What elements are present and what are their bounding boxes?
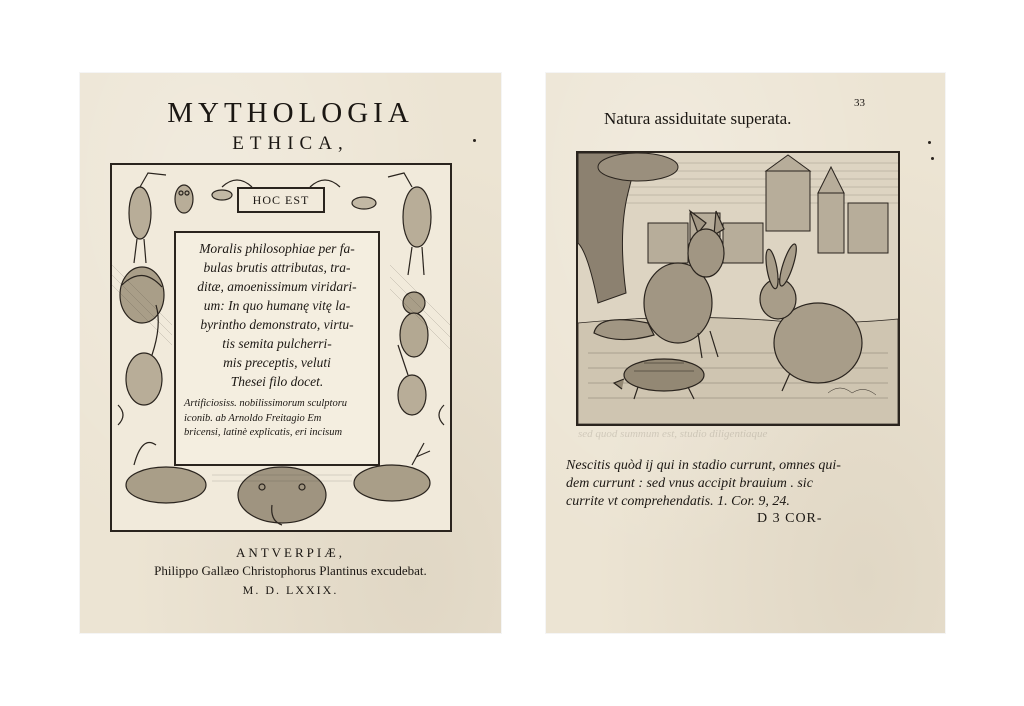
engraver-credit	[184, 397, 370, 441]
page-number: 33	[854, 97, 865, 109]
engraved-title-frame	[110, 163, 452, 532]
verse-line: Nescitis quòd ij qui in stadio currunt, omnes qui-	[566, 458, 841, 473]
ink-speck	[928, 141, 931, 144]
credit-line: iconib. ab Arnoldo Freitagio Em	[184, 412, 322, 424]
verse-line: dem currunt : sed vnus accipit brauium . sic	[566, 476, 813, 491]
body-line: ditæ, amoenissimum viridari-	[197, 279, 357, 294]
left-page	[80, 73, 501, 633]
credit-line: bricensi, latinè explicatis, eri incisum	[184, 427, 343, 438]
body-line: um: In quo humanę vitę la-	[203, 298, 351, 313]
body-line: tis semita pulcherri-	[222, 336, 332, 351]
ink-speck	[931, 157, 934, 160]
body-line: Thesei filo docet.	[230, 374, 324, 389]
bleed-through-text: sed quod summum est, studio diligentiaque	[578, 428, 768, 440]
right-page	[546, 73, 945, 633]
body-line: bulas brutis attributas, tra-	[203, 260, 351, 275]
imprint-city: ANTVERPIÆ,	[235, 545, 346, 560]
verse-line: currite vt comprehendatis. 1. Cor. 9, 24.	[566, 494, 790, 509]
imprint-printer: Philippo Gallæo Christophorus Plantinus excudebat.	[154, 563, 427, 578]
hoc-est-cartouche: HOC EST	[237, 187, 325, 213]
book-title: MYTHOLOGIA	[167, 97, 414, 129]
imprint-year: M. D. LXXIX.	[242, 583, 339, 597]
body-line: mis preceptis, veluti	[223, 355, 331, 370]
body-line: byrintho demonstrato, virtu-	[200, 317, 354, 332]
fable-engraving	[576, 151, 900, 426]
body-line: Moralis philosophiae per fa-	[199, 241, 355, 256]
ink-speck	[473, 139, 476, 142]
credit-line: Artificiosiss. nobilissimorum sculptoru	[184, 398, 348, 409]
fable-title: Natura assiduitate superata.	[604, 109, 792, 128]
book-subtitle: ETHICA,	[232, 133, 349, 154]
title-description-box	[174, 231, 380, 466]
scripture-verse	[566, 457, 896, 511]
signature-catchword: D 3 COR-	[757, 511, 823, 526]
fox-hare-tortoise-illustration	[578, 153, 898, 424]
